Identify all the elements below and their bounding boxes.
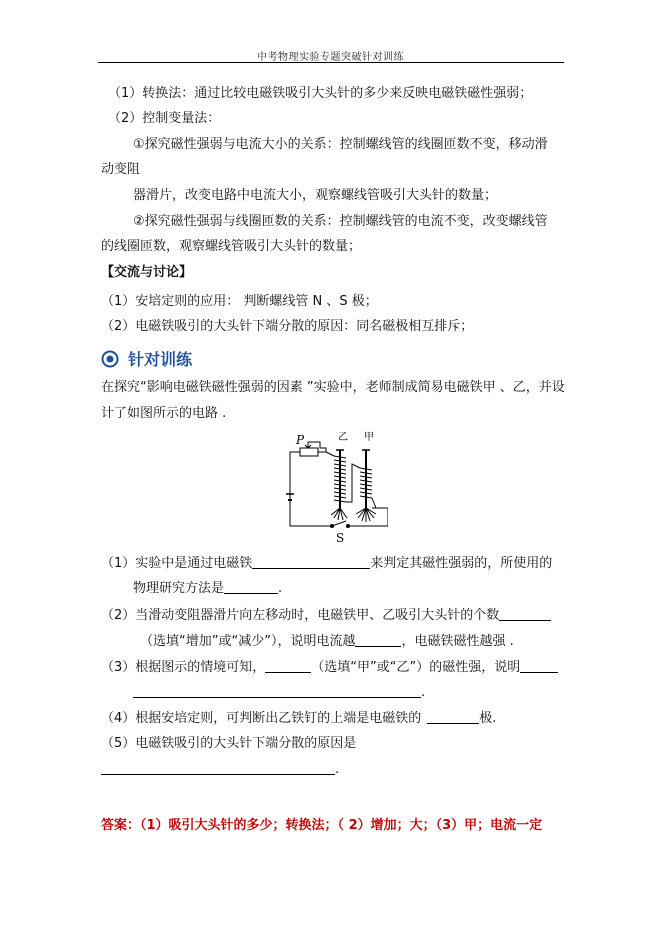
q4-prefix: （4）根据安培定则，可判断出乙铁钉的上端是电磁铁的 [101,711,422,726]
q3-option-hint: （选填“甲”或“乙”）的磁性强，说明 [311,660,521,675]
label-yi: 乙 [338,432,348,443]
q4-suffix: 极. [479,711,497,726]
label-p: P [296,433,305,447]
discussion-1: （1）安培定则的应用： 判断螺线管 N 、S 极； [101,294,378,309]
q4-blank[interactable] [427,710,479,724]
q3-answer-line[interactable] [133,697,421,698]
question-2-line1 [101,607,551,624]
q2-option-hint: （选填“增加”或“减少”），说明电流越 [140,634,356,649]
q2-suffix: ，电磁铁磁性越强 . [401,634,514,649]
switch-lever [332,521,346,526]
wire-left [290,452,332,526]
training-intro-1: 在探究“影响电磁铁磁性强弱的因素 ”实验中，老师制成简易电磁铁甲 、乙，并设 [101,380,565,395]
q1-suffix: 来判定其磁性强弱的，所使用的 [370,556,553,571]
q1-method-label: 物理研究方法是 [133,581,225,596]
q3-blank-1[interactable] [265,659,311,673]
method-2b-line2: 的线圈匝数，观察螺线管吸引大头针的数量； [101,239,362,254]
method-2a-line2: 动变阻 [101,162,141,177]
training-heading-text: 针对训练 [128,350,193,369]
discussion-2: （2）电磁铁吸引的大头针下端分散的原因：同名磁极相互排斥； [101,319,474,334]
question-3-line1 [101,659,558,676]
switch-contact-right [347,525,350,528]
method-2b-line1: ②探究磁性强弱与线圈匝数的关系：控制螺线管的电流不变，改变螺线管 [133,214,548,229]
q1-blank-1[interactable] [252,555,370,569]
question-1-line2 [133,580,282,597]
label-s: S [336,531,345,545]
header-rule [98,62,564,63]
question-2-line2 [140,633,514,650]
question-4 [101,710,496,727]
method-2a-line1: ①探究磁性强弱与电流大小的关系：控制螺线管的线圈匝数不变，移动滑 [133,137,548,152]
q2-blank-1[interactable] [499,607,551,621]
pins-yi [331,508,347,520]
pins-jia [356,508,376,522]
q3-prefix: （3）根据图示的情境可知， [101,660,266,675]
q3-period: . [421,685,426,700]
circuit-diagram [276,428,388,546]
rheostat [300,448,318,456]
training-heading [101,347,192,370]
method-2a-line3: 器滑片，改变电路中电流大小，观察螺线管吸引大头针的数量； [133,188,498,203]
discussion-heading: 【交流与讨论】 [101,265,193,280]
target-bullet-icon [101,350,119,368]
training-intro-2: 计了如图所示的电路 . [101,406,227,421]
page-header: 中考物理实验专题突破针对训练 [257,52,404,63]
method-1: （1）转换法：通过比较电磁铁吸引大头针的多少来反映电磁铁磁性强弱； [108,86,533,101]
q5-answer-line[interactable] [101,774,335,775]
q1-period: . [278,581,283,596]
question-5: （5）电磁铁吸引的大头针下端分散的原因是 [101,736,357,751]
q1-blank-2[interactable] [224,580,278,594]
answer-text: 答案：（1）吸引大头针的多少；转换法；（ 2）增加；大；（3）甲；电流一定 [101,818,543,833]
label-jia: 甲 [364,432,374,443]
q2-blank-2[interactable] [355,633,401,647]
q5-period: . [335,762,340,777]
q1-prefix: （1）实验中是通过电磁铁 [101,556,253,571]
q2-prefix: （2）当滑动变阻器滑片向左移动时，电磁铁甲、乙吸引大头针的个数 [101,608,500,623]
q3-blank-2[interactable] [520,659,558,673]
question-1-line1 [101,555,552,572]
method-2: （2）控制变量法： [108,111,221,126]
